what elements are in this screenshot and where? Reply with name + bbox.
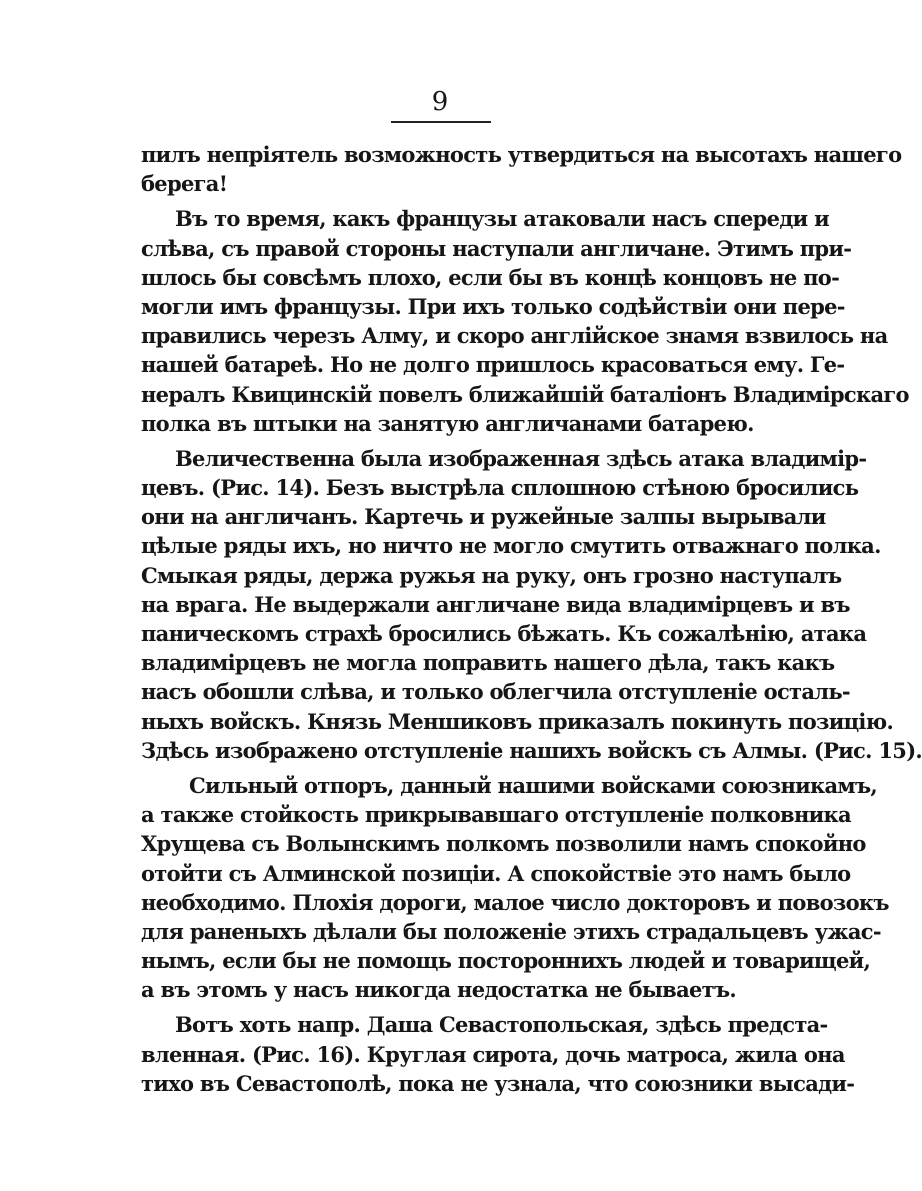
text-line: паническомъ страхѣ бросились бѣжать. Къ сожалѣнію, атака: [141, 621, 867, 646]
text-line: пилъ непріятель возможность утвердиться на высотахъ нашего: [141, 142, 902, 167]
body-text: [141, 140, 922, 1098]
text-line: тихо въ Севастополѣ, пока не узнала, что союзники высади-: [141, 1070, 855, 1096]
paragraph-4: [141, 771, 889, 1005]
text-line: шлось бы совсѣмъ плохо, если бы въ концѣ концовъ не по-: [141, 264, 840, 290]
text-line: Сильный отпоръ, данный нашими войсками союзникамъ,: [189, 772, 877, 798]
text-line: Вотъ хоть напр. Даша Севастопольская, здѣсь предста-: [175, 1012, 828, 1038]
text-line: отойти съ Алминской позиціи. А спокойствіе это намъ было: [141, 860, 851, 886]
text-line: владимірцевъ не могла поправить нашего дѣла, такъ какъ: [141, 650, 835, 676]
text-line: необходимо. Плохія дороги, малое число докторовъ и повозокъ: [141, 889, 889, 915]
text-line: правились черезъ Алму, и скоро англійское знамя взвилось на: [141, 323, 888, 349]
text-line: нымъ, если бы не помощь постороннихъ людей и товарищей,: [141, 948, 871, 974]
text-line: Смыкая ряды, держа ружья на руку, онъ грозно наступалъ: [141, 562, 842, 588]
paragraph-1: [141, 140, 902, 198]
text-line: Хрущева съ Волынскимъ полкомъ позволили намъ спокойно: [141, 831, 866, 857]
text-line: на врага. Не выдержали англичане вида владимірцевъ и въ: [141, 591, 850, 617]
paragraph-2: [141, 204, 909, 438]
text-line: полка въ штыки на занятую англичанами батарею.: [141, 410, 754, 436]
text-line: они на англичанъ. Картечь и ружейные залпы вырывали: [141, 504, 826, 530]
text-line: насъ обошли слѣва, и только облегчила отступленіе осталь-: [141, 679, 850, 705]
text-line: а въ этомъ у насъ никогда недостатка не бываетъ.: [141, 977, 736, 1003]
text-line: ныхъ войскъ. Князь Меншиковъ приказалъ покинуть позицію.: [141, 708, 894, 734]
text-line: могли имъ французы. При ихъ только содѣйствіи они пере-: [141, 293, 845, 319]
text-line: берега!: [141, 171, 228, 197]
text-line: слѣва, съ правой стороны наступали англичане. Этимъ при-: [141, 235, 852, 261]
header-rule: [391, 121, 491, 123]
text-line: а также стойкость прикрывавшаго отступленіе полковника: [141, 802, 851, 828]
text-line: нашей батареѣ. Но не долго пришлось красоваться ему. Ге-: [141, 352, 845, 378]
paragraph-5: [141, 1010, 855, 1098]
text-line: цевъ. (Рис. 14). Безъ выстрѣла сплошною стѣною бросились: [141, 475, 859, 501]
text-line: нералъ Квицинскій повелъ ближайшій баталіонъ Владимірскаго: [141, 381, 909, 407]
text-line: цѣлые ряды ихъ, но ничто не могло смутить отважнаго полка.: [141, 533, 881, 559]
text-line: Величественна была изображенная здѣсь атака владимір-: [175, 445, 867, 471]
text-line: для раненыхъ дѣлали бы положеніе этихъ страдальцевъ ужас-: [141, 918, 881, 944]
page-number: 9: [431, 87, 449, 117]
text-line: Здѣсь изображено отступленіе нашихъ войскъ съ Алмы. (Рис. 15).: [141, 737, 922, 763]
paragraph-3: [141, 444, 922, 765]
text-line: Въ то время, какъ французы атаковали насъ спереди и: [175, 206, 829, 232]
text-line: вленная. (Рис. 16). Круглая сирота, дочь матроса, жила она: [141, 1041, 845, 1067]
